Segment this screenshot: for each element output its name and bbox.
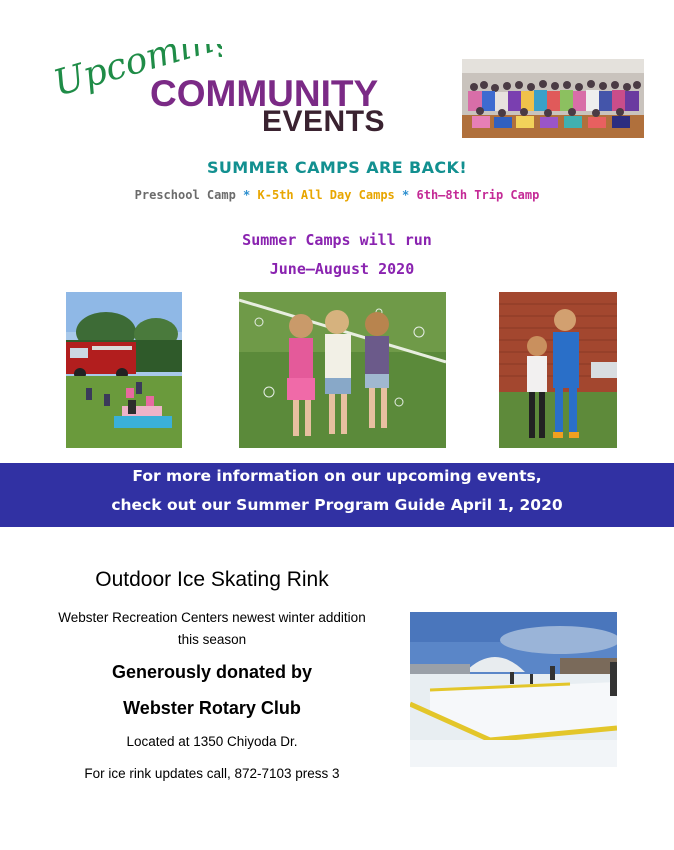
logo-script-text: Upcoming: [52, 44, 222, 105]
separator-star: *: [243, 188, 251, 202]
camp-6-8: 6th—8th Trip Camp: [416, 188, 540, 202]
donated-by-label: Generously donated by: [111, 662, 313, 682]
camps-run-line1: Summer Camps will run: [242, 231, 432, 249]
fire-truck-photo: [66, 292, 182, 448]
ice-rink-title: Outdoor Ice Skating Rink: [95, 568, 329, 591]
summer-camps-heading: SUMMER CAMPS ARE BACK!: [206, 158, 468, 177]
separator-star: *: [402, 188, 410, 202]
donor-name: Webster Rotary Club: [123, 698, 301, 718]
camps-list: [0, 188, 674, 202]
camp-preschool: Preschool Camp: [134, 188, 236, 202]
girls-bubbles-photo: [239, 292, 446, 448]
ice-rink-photo: [410, 612, 617, 767]
camps-run-line2: June—August 2020: [269, 260, 415, 278]
rink-location: Located at 1350 Chiyoda Dr.: [126, 734, 298, 749]
camp-k5: K-5th All Day Camps: [257, 188, 395, 202]
ice-rink-description-line1: Webster Recreation Centers newest winter addition: [58, 610, 366, 625]
info-banner-line2: check out our Summer Program Guide April 1, 2020: [111, 496, 563, 514]
logo-community: COMMUNITY: [150, 73, 379, 114]
logo-events: EVENTS: [262, 105, 386, 138]
info-banner: [0, 463, 674, 527]
group-photo: [462, 59, 644, 138]
info-banner-line1: For more information on our upcoming events,: [132, 467, 542, 485]
counselor-photo: [499, 292, 617, 448]
ice-rink-description-line2: this season: [177, 632, 247, 647]
rink-phone-info: For ice rink updates call, 872-7103 press 3: [84, 766, 340, 781]
